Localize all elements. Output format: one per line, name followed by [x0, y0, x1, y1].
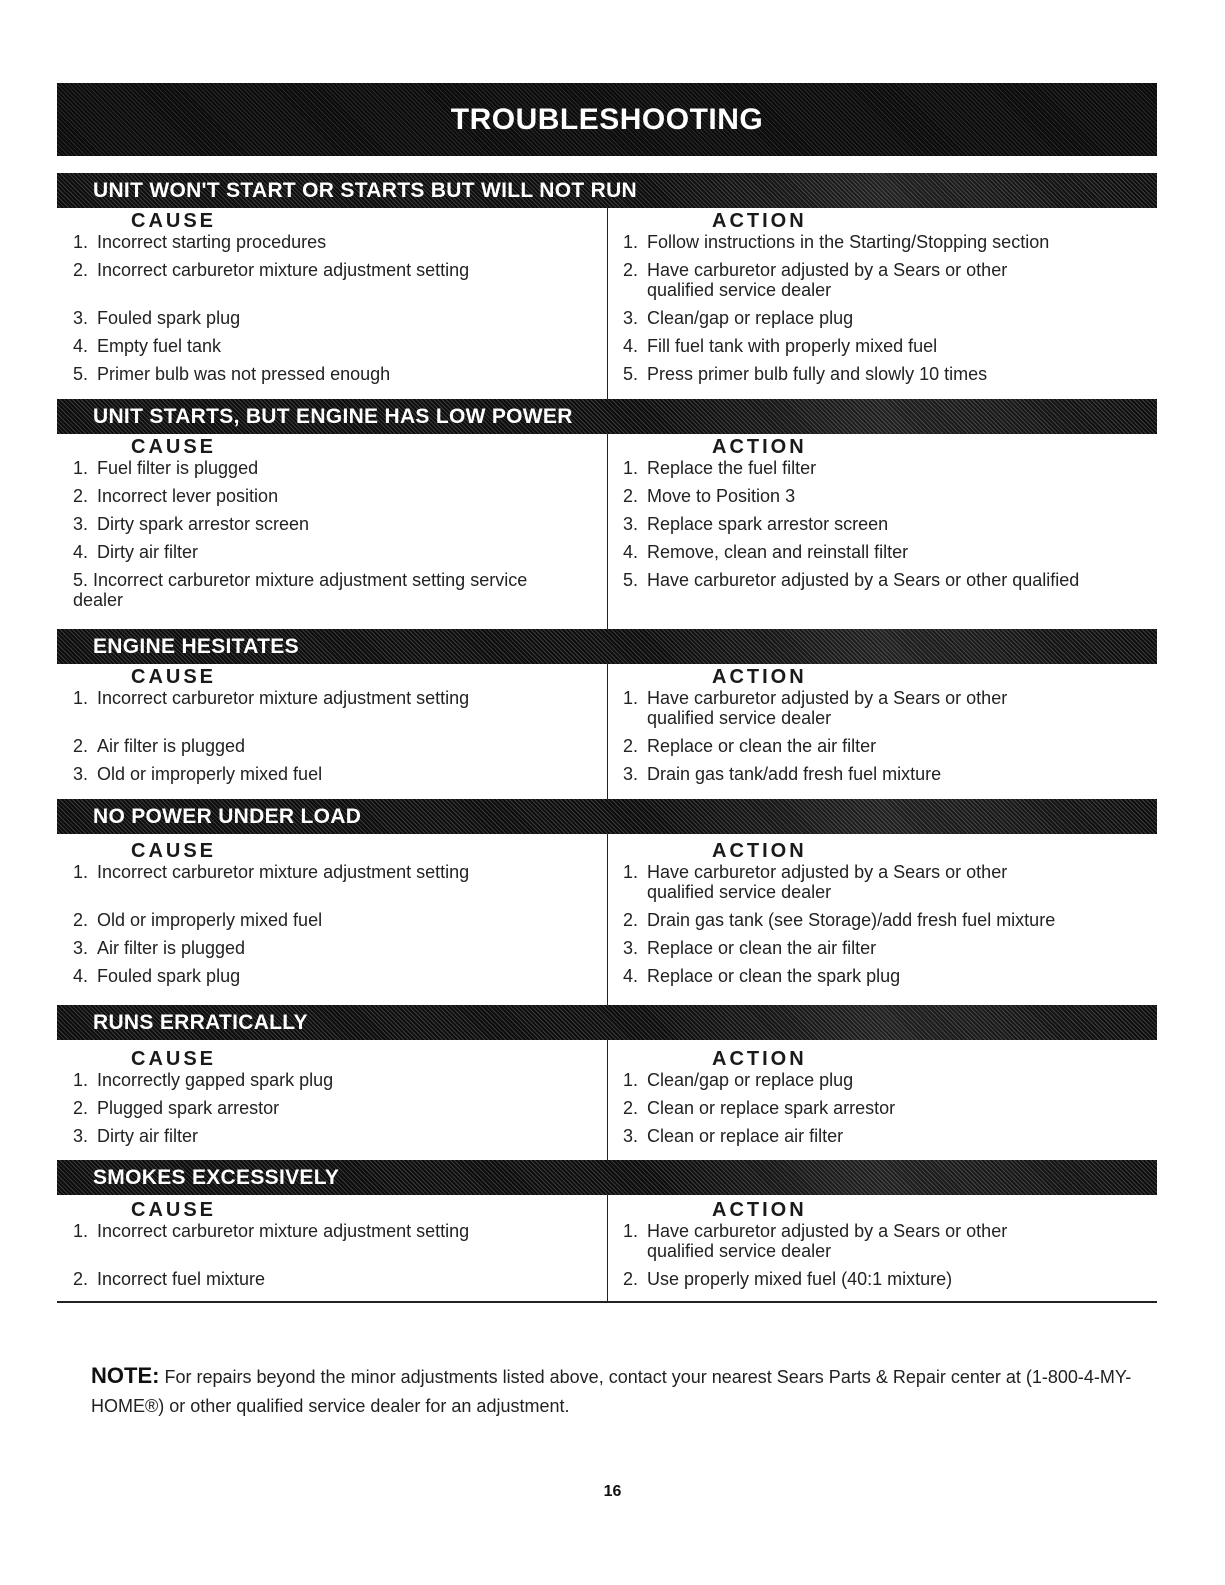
item-number: 2. [73, 1098, 89, 1118]
item-text: Use properly mixed fuel (40:1 mixture) [647, 1269, 953, 1289]
item-text: Clean or replace air filter [647, 1126, 844, 1146]
item-number: 3. [73, 308, 89, 328]
list-item [73, 364, 597, 384]
action-column [607, 1040, 1157, 1160]
item-text: Fill fuel tank with properly mixed fuel [647, 336, 938, 356]
item-number: 3. [623, 1126, 639, 1146]
action-column [607, 664, 1157, 799]
list-item [73, 1269, 597, 1289]
cause-column [57, 434, 607, 629]
list-item [623, 514, 1157, 534]
list-item [623, 1269, 1157, 1289]
item-number: 4. [623, 336, 639, 356]
item-number: 4. [623, 542, 639, 562]
list-item [623, 486, 1157, 506]
item-text: Drain gas tank (see Storage)/add fresh fuel mixture [647, 910, 1056, 930]
item-text: Clean/gap or replace plug [647, 308, 854, 328]
item-number: 2. [623, 910, 639, 930]
list-item [73, 458, 597, 478]
action-heading: ACTION [712, 666, 807, 688]
list-item [73, 542, 597, 562]
item-text: Empty fuel tank [97, 336, 222, 356]
item-number: 4. [623, 966, 639, 986]
action-heading: ACTION [712, 210, 807, 232]
section-header [57, 1005, 1157, 1040]
item-text: Move to Position 3 [647, 486, 796, 506]
item-text: Fuel filter is plugged [97, 458, 259, 478]
section-header [57, 1160, 1157, 1195]
list-item [623, 1098, 1157, 1118]
item-number: 1. [623, 1070, 639, 1090]
item-number: 2. [73, 486, 89, 506]
main-title-banner [57, 83, 1157, 156]
section-title: UNIT WON'T START OR STARTS BUT WILL NOT RUN [93, 178, 638, 202]
item-text: Incorrect starting procedures [97, 232, 327, 252]
cause-column [57, 208, 607, 399]
list-item [623, 336, 1157, 356]
list-item [623, 764, 1157, 784]
item-number: 5. [623, 364, 639, 384]
action-heading: ACTION [712, 840, 807, 862]
action-heading: ACTION [712, 1048, 807, 1070]
item-number: 3. [623, 308, 639, 328]
item-number: 2. [623, 1269, 639, 1289]
section-body [57, 208, 1157, 399]
section-title: RUNS ERRATICALLY [93, 1010, 308, 1034]
item-text: Replace or clean the spark plug [647, 966, 901, 986]
item-text: Incorrect carburetor mixture adjustment setting [97, 862, 470, 882]
item-text: Old or improperly mixed fuel [97, 910, 323, 930]
cause-heading: CAUSE [131, 1048, 217, 1070]
item-number: 3. [73, 938, 89, 958]
list-item [623, 736, 1157, 756]
list-item [623, 938, 1157, 958]
list-item [73, 570, 597, 610]
item-number: 4. [73, 966, 89, 986]
item-number: 5. [73, 364, 89, 384]
item-text: Replace or clean the air filter [647, 938, 877, 958]
item-number: 1. [623, 458, 639, 478]
page-title: TROUBLESHOOTING [450, 102, 764, 136]
item-text: Have carburetor adjusted by a Sears or other qualified service dealer [647, 260, 1008, 300]
section-body [57, 834, 1157, 1005]
section-title: UNIT STARTS, BUT ENGINE HAS LOW POWER [93, 404, 573, 428]
cause-heading: CAUSE [131, 1199, 217, 1221]
list-item [73, 910, 597, 930]
list-item [623, 862, 1157, 902]
list-item [73, 966, 597, 986]
action-heading: ACTION [712, 1199, 807, 1221]
item-number: 3. [623, 514, 639, 534]
cause-column [57, 834, 607, 1005]
section-body [57, 1195, 1157, 1301]
item-number: 1. [73, 1070, 89, 1090]
list-item [623, 308, 1157, 328]
item-number: 1. [73, 688, 89, 708]
item-number: 1. [623, 1221, 639, 1241]
section-title: SMOKES EXCESSIVELY [93, 1165, 340, 1189]
cause-column [57, 1040, 607, 1160]
item-text: Dirty spark arrestor screen [97, 514, 310, 534]
item-text: Remove, clean and reinstall filter [647, 542, 909, 562]
action-column [607, 434, 1157, 629]
item-text: Have carburetor adjusted by a Sears or other qualified service dealer [647, 1221, 1008, 1261]
note-label: NOTE: [91, 1363, 160, 1388]
item-number: 1. [623, 688, 639, 708]
item-number: 5. [73, 570, 89, 590]
item-text: Replace spark arrestor screen [647, 514, 889, 534]
list-item [623, 910, 1157, 930]
item-number: 1. [623, 232, 639, 252]
section-header [57, 799, 1157, 834]
action-column [607, 208, 1157, 399]
item-text: Incorrect fuel mixture [97, 1269, 266, 1289]
list-item [73, 1221, 597, 1241]
item-text: Press primer bulb fully and slowly 10 times [647, 364, 988, 384]
item-text: Follow instructions in the Starting/Stopping section [647, 232, 1050, 252]
action-column [607, 1195, 1157, 1301]
list-item [73, 336, 597, 356]
list-item [73, 232, 597, 252]
item-text: Incorrect carburetor mixture adjustment setting service dealer [73, 570, 528, 610]
cause-column [57, 664, 607, 799]
item-text: Clean or replace spark arrestor [647, 1098, 896, 1118]
page-number: 16 [603, 1483, 622, 1500]
bottom-rule [57, 1301, 1157, 1303]
item-text: Have carburetor adjusted by a Sears or other qualified service dealer [647, 862, 1008, 902]
item-text: Fouled spark plug [97, 308, 241, 328]
item-number: 3. [73, 764, 89, 784]
item-text: Incorrectly gapped spark plug [97, 1070, 334, 1090]
list-item [73, 688, 597, 708]
item-number: 4. [73, 542, 89, 562]
item-number: 2. [73, 910, 89, 930]
item-text: Replace the fuel filter [647, 458, 817, 478]
item-number: 2. [623, 736, 639, 756]
item-text: Incorrect carburetor mixture adjustment setting [97, 1221, 470, 1241]
troubleshooting-page [57, 83, 1157, 1303]
action-column [607, 834, 1157, 1005]
item-number: 4. [73, 336, 89, 356]
item-text: Air filter is plugged [97, 938, 246, 958]
section-title: ENGINE HESITATES [93, 634, 299, 658]
list-item [623, 542, 1157, 562]
item-number: 3. [73, 514, 89, 534]
section-body [57, 664, 1157, 799]
list-item [623, 1221, 1157, 1261]
section-header [57, 173, 1157, 208]
list-item [623, 458, 1157, 478]
list-item [73, 1126, 597, 1146]
item-number: 2. [73, 1269, 89, 1289]
list-item [73, 764, 597, 784]
item-text: Incorrect lever position [97, 486, 279, 506]
item-text: Drain gas tank/add fresh fuel mixture [647, 764, 942, 784]
item-number: 5. [623, 570, 639, 590]
item-number: 1. [623, 862, 639, 882]
item-text: Incorrect carburetor mixture adjustment setting [97, 260, 470, 280]
list-item [73, 938, 597, 958]
item-number: 1. [73, 1221, 89, 1241]
list-item [73, 736, 597, 756]
item-text: Dirty air filter [97, 542, 199, 562]
item-text: Dirty air filter [97, 1126, 199, 1146]
item-number: 2. [73, 736, 89, 756]
cause-heading: CAUSE [131, 840, 217, 862]
list-item [623, 1070, 1157, 1090]
item-text: Incorrect carburetor mixture adjustment setting [97, 688, 470, 708]
section-body [57, 1040, 1157, 1160]
cause-column [57, 1195, 607, 1301]
list-item [623, 570, 1157, 590]
item-number: 1. [73, 862, 89, 882]
item-text: Clean/gap or replace plug [647, 1070, 854, 1090]
list-item [73, 308, 597, 328]
item-number: 3. [623, 938, 639, 958]
item-text: Replace or clean the air filter [647, 736, 877, 756]
item-number: 2. [73, 260, 89, 280]
section-body [57, 434, 1157, 629]
list-item [623, 260, 1157, 300]
item-number: 2. [623, 1098, 639, 1118]
list-item [73, 1098, 597, 1118]
section-title: NO POWER UNDER LOAD [93, 804, 362, 828]
item-text: Old or improperly mixed fuel [97, 764, 323, 784]
item-text: Fouled spark plug [97, 966, 241, 986]
list-item [73, 1070, 597, 1090]
list-item [73, 486, 597, 506]
item-number: 1. [73, 232, 89, 252]
cause-heading: CAUSE [131, 436, 217, 458]
note-text: For repairs beyond the minor adjustments listed above, contact your nearest Sears Parts & Repair center at (1-800-4-MY-HOME®) or other qualified service dealer for an adjustment. [91, 1367, 1132, 1416]
note-paragraph [91, 1361, 1151, 1421]
list-item [73, 862, 597, 882]
cause-heading: CAUSE [131, 210, 217, 232]
section-header [57, 399, 1157, 434]
list-item [623, 232, 1157, 252]
item-text: Primer bulb was not pressed enough [97, 364, 391, 384]
item-number: 1. [73, 458, 89, 478]
item-text: Have carburetor adjusted by a Sears or other qualified service dealer [647, 688, 1008, 728]
list-item [623, 364, 1157, 384]
item-number: 3. [623, 764, 639, 784]
item-text: Plugged spark arrestor [97, 1098, 280, 1118]
item-number: 2. [623, 260, 639, 280]
list-item [73, 260, 597, 280]
cause-heading: CAUSE [131, 666, 217, 688]
list-item [73, 514, 597, 534]
section-header [57, 629, 1157, 664]
item-number: 3. [73, 1126, 89, 1146]
action-heading: ACTION [712, 436, 807, 458]
list-item [623, 966, 1157, 986]
item-number: 2. [623, 486, 639, 506]
list-item [623, 1126, 1157, 1146]
item-text: Have carburetor adjusted by a Sears or other qualified [647, 570, 1080, 590]
list-item [623, 688, 1157, 728]
item-text: Air filter is plugged [97, 736, 246, 756]
